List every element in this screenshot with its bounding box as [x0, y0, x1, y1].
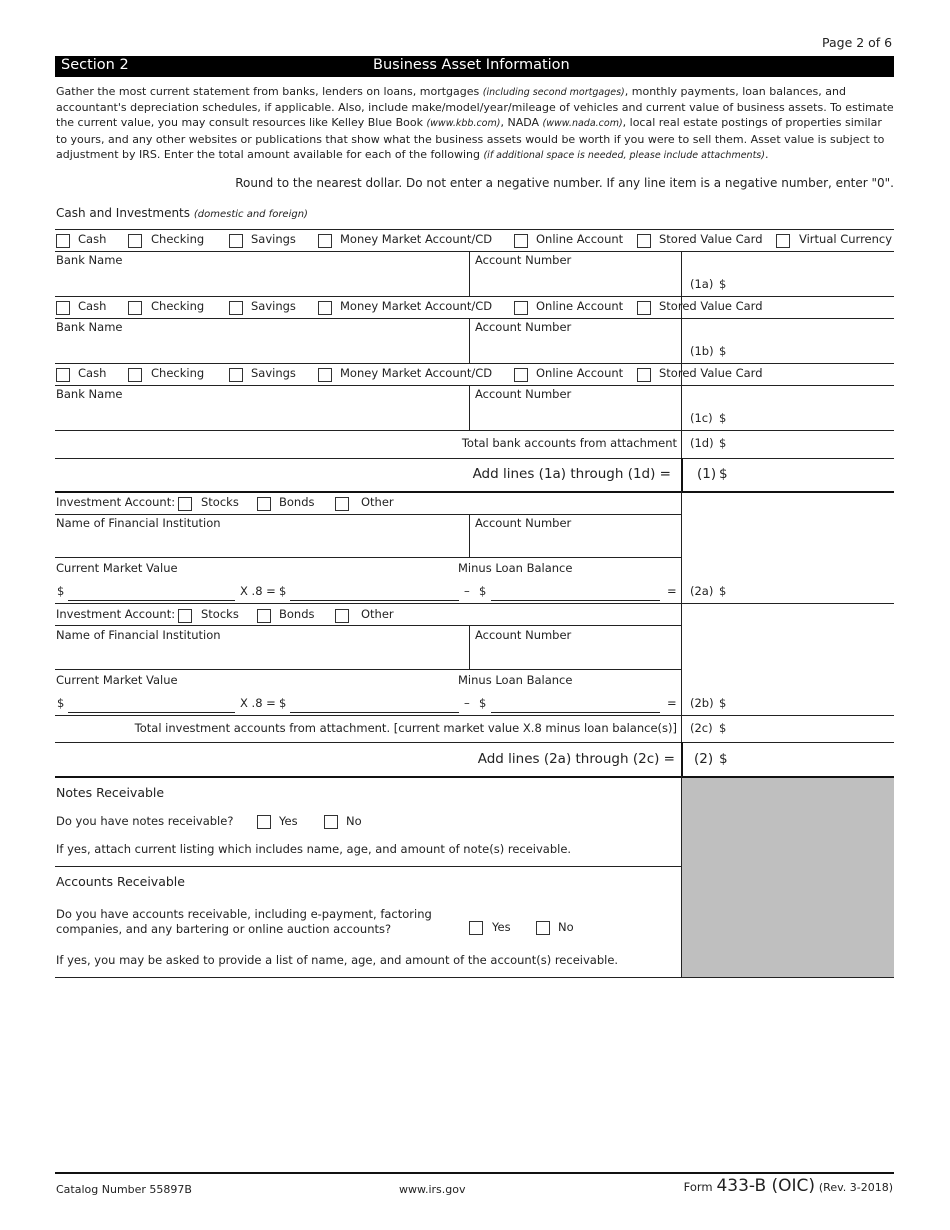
- account-number-label-3: Account Number: [475, 387, 572, 401]
- checkbox-savings-3[interactable]: [229, 368, 243, 382]
- line-1a-label: (1a): [690, 277, 714, 291]
- label-accounts-no: No: [558, 920, 574, 934]
- bank-name-label-3: Bank Name: [56, 387, 123, 401]
- amount-1-input[interactable]: [733, 464, 891, 484]
- label-virtual-currency: Virtual Currency: [799, 232, 893, 246]
- form-word: Form: [683, 1180, 713, 1194]
- cash-heading: [56, 206, 308, 220]
- label-checking: Checking: [151, 299, 205, 313]
- bank-name-input-1[interactable]: [58, 270, 463, 290]
- dollar-1c: $: [719, 411, 727, 425]
- section-header-bar: [55, 56, 894, 77]
- equals-sign-2: =: [667, 696, 677, 710]
- intro-paragraph: [56, 84, 896, 163]
- institution-input-1[interactable]: [58, 533, 463, 553]
- adjusted-value-input-1[interactable]: [290, 584, 459, 601]
- accounts-receivable-question-1: Do you have accounts receivable, including e-payment, factoring: [56, 907, 432, 921]
- checkbox-savings-1[interactable]: [229, 234, 243, 248]
- label-other: Other: [361, 495, 394, 509]
- dollar-1a: $: [719, 277, 727, 291]
- checkbox-money-market-2[interactable]: [318, 301, 332, 315]
- checkbox-checking-3[interactable]: [128, 368, 142, 382]
- account-number-input-3[interactable]: [476, 404, 676, 424]
- amount-2-input[interactable]: [733, 749, 891, 769]
- checkbox-checking-2[interactable]: [128, 301, 142, 315]
- form-number: 433-B (OIC): [716, 1176, 816, 1196]
- dollar-market-1: $: [57, 584, 65, 598]
- line-1-label: (1): [697, 466, 717, 482]
- market-value-input-1[interactable]: [68, 584, 235, 601]
- investment-attachment-label: Total investment accounts from attachment. [current market value X.8 minus loan balance(s)]: [134, 721, 677, 735]
- checkbox-online-account-2[interactable]: [514, 301, 528, 315]
- sum-line-2-label: Add lines (2a) through (2c) =: [477, 751, 675, 767]
- amount-1b-input[interactable]: [732, 341, 890, 359]
- institution-label-1: Name of Financial Institution: [56, 516, 221, 530]
- label-stocks: Stocks: [201, 495, 239, 509]
- label-cash: Cash: [78, 366, 107, 380]
- market-value-label-1: Current Market Value: [56, 561, 178, 575]
- label-notes-yes: Yes: [279, 814, 298, 828]
- amount-1c-input[interactable]: [732, 408, 890, 426]
- intro-italic-3: (www.nada.com): [542, 118, 623, 130]
- cash-heading-text: Cash and Investments: [56, 206, 191, 220]
- amount-2a-input[interactable]: [732, 582, 890, 600]
- accounts-receivable-heading: Accounts Receivable: [56, 874, 185, 889]
- checkbox-stocks-1[interactable]: [178, 497, 192, 511]
- account-number-input-2[interactable]: [476, 337, 676, 357]
- times-factor-1: X .8 =: [240, 584, 276, 598]
- dollar-2b: $: [719, 696, 727, 710]
- checkbox-other-1[interactable]: [335, 497, 349, 511]
- checkbox-online-account-3[interactable]: [514, 368, 528, 382]
- dollar-factor-1: $: [279, 584, 287, 598]
- label-money-market: Money Market Account/CD: [340, 366, 493, 380]
- line-2b-label: (2b): [690, 696, 714, 710]
- dollar-market-2: $: [57, 696, 65, 710]
- bank-name-label-1: Bank Name: [56, 253, 123, 267]
- checkbox-accounts-yes[interactable]: [469, 921, 483, 935]
- intro-text-5: .: [764, 147, 769, 161]
- times-factor-2: X .8 =: [240, 696, 276, 710]
- checkbox-money-market-1[interactable]: [318, 234, 332, 248]
- section-number: Section 2: [61, 57, 129, 73]
- amount-1a-input[interactable]: [732, 274, 890, 292]
- dollar-1: $: [719, 466, 728, 482]
- line-2a-label: (2a): [690, 584, 714, 598]
- dollar-1b: $: [719, 344, 727, 358]
- dollar-loan-2: $: [479, 696, 487, 710]
- catalog-number: Catalog Number 55897B: [56, 1183, 192, 1196]
- checkbox-other-2[interactable]: [335, 609, 349, 623]
- line-1c-label: (1c): [690, 411, 713, 425]
- loan-balance-input-2[interactable]: [491, 696, 660, 713]
- account-number-label-2: Account Number: [475, 320, 572, 334]
- account-number-label-1: Account Number: [475, 253, 572, 267]
- intro-italic-2: (www.kbb.com): [426, 118, 501, 130]
- institution-label-2: Name of Financial Institution: [56, 628, 221, 642]
- minus-sign-2: –: [464, 696, 470, 710]
- bank-attachment-label: Total bank accounts from attachment: [461, 436, 677, 450]
- label-stored-value-card: Stored Value Card: [659, 232, 763, 246]
- label-bonds: Bonds: [279, 607, 315, 621]
- minus-loan-label-2: Minus Loan Balance: [458, 673, 573, 687]
- label-notes-no: No: [346, 814, 362, 828]
- intro-text-2: , monthly payments, loan balances, and accountant's depreciation schedules, if applicable. Also, include make/model/year/mileage of vehicles and current value of business assets. To estimate the current value, you may consult resources like Kelley Blue Book: [56, 85, 894, 130]
- label-checking: Checking: [151, 366, 205, 380]
- institution-input-2[interactable]: [58, 645, 463, 665]
- checkbox-savings-2[interactable]: [229, 301, 243, 315]
- checkbox-accounts-no[interactable]: [536, 921, 550, 935]
- bank-name-input-2[interactable]: [58, 337, 463, 357]
- market-value-label-2: Current Market Value: [56, 673, 178, 687]
- checkbox-stored-value-card-1[interactable]: [637, 234, 651, 248]
- equals-sign-1: =: [667, 584, 677, 598]
- checkbox-checking-1[interactable]: [128, 234, 142, 248]
- checkbox-online-account-1[interactable]: [514, 234, 528, 248]
- label-stored-value-card: Stored Value Card: [659, 366, 763, 380]
- sum-line-1-label: Add lines (1a) through (1d) =: [472, 466, 671, 482]
- intro-text-4: , local real estate postings of properties similar to yours, and any other websites or publications that show what the business assets would be worth if you were to sell them. Asset value is subject to adjustment by IRS. Enter the total amount available for each of the following: [56, 116, 885, 161]
- investment-account-label-1: Investment Account:: [56, 495, 176, 509]
- notes-receivable-instruction: If yes, attach current listing which includes name, age, and amount of note(s) receivable.: [56, 842, 572, 856]
- cash-heading-note: (domestic and foreign): [193, 209, 308, 220]
- bank-name-input-3[interactable]: [58, 404, 463, 424]
- checkbox-cash-1[interactable]: [56, 234, 70, 248]
- checkbox-bonds-1[interactable]: [257, 497, 271, 511]
- amount-2c-input[interactable]: [732, 719, 890, 737]
- investment-account-label-2: Investment Account:: [56, 607, 176, 621]
- page-number: Page 2 of 6: [822, 35, 893, 50]
- investment-account-number-input-1[interactable]: [476, 533, 676, 553]
- dollar-2c: $: [719, 721, 727, 735]
- intro-text-1: Gather the most current statement from banks, lenders on loans, mortgages: [56, 85, 480, 98]
- label-online-account: Online Account: [536, 366, 624, 380]
- investment-account-number-label-1: Account Number: [475, 516, 572, 530]
- intro-italic-4: (if additional space is needed, please include attachments): [483, 149, 765, 161]
- line-2-label: (2): [694, 751, 714, 767]
- intro-italic-1: (including second mortgages): [482, 87, 625, 98]
- label-online-account: Online Account: [536, 299, 624, 313]
- label-accounts-yes: Yes: [492, 920, 511, 934]
- dollar-2: $: [719, 751, 728, 767]
- line-2c-label: (2c): [690, 721, 713, 735]
- dollar-factor-2: $: [279, 696, 287, 710]
- label-checking: Checking: [151, 232, 205, 246]
- irs-website: www.irs.gov: [399, 1183, 466, 1196]
- checkbox-cash-2[interactable]: [56, 301, 70, 315]
- dollar-2a: $: [719, 584, 727, 598]
- checkbox-bonds-2[interactable]: [257, 609, 271, 623]
- dollar-1d: $: [719, 436, 727, 450]
- account-number-input-1[interactable]: [476, 270, 676, 290]
- label-online-account: Online Account: [536, 232, 624, 246]
- amount-2b-input[interactable]: [732, 694, 890, 712]
- checkbox-stored-value-card-2[interactable]: [637, 301, 651, 315]
- investment-account-number-input-2[interactable]: [476, 645, 676, 665]
- amount-1d-input[interactable]: [732, 434, 890, 452]
- form-revision: (Rev. 3-2018): [818, 1181, 893, 1194]
- checkbox-stored-value-card-3[interactable]: [637, 368, 651, 382]
- label-other: Other: [361, 607, 394, 621]
- market-value-input-2[interactable]: [68, 696, 235, 713]
- minus-sign-1: –: [464, 584, 470, 598]
- label-cash: Cash: [78, 232, 107, 246]
- line-1b-label: (1b): [690, 344, 714, 358]
- adjusted-value-input-2[interactable]: [290, 696, 459, 713]
- dollar-loan-1: $: [479, 584, 487, 598]
- checkbox-notes-yes[interactable]: [257, 815, 271, 829]
- label-bonds: Bonds: [279, 495, 315, 509]
- minus-loan-label-1: Minus Loan Balance: [458, 561, 573, 575]
- accounts-receivable-instruction: If yes, you may be asked to provide a list of name, age, and amount of the account(s) receivable.: [56, 953, 619, 967]
- label-stocks: Stocks: [201, 607, 239, 621]
- checkbox-money-market-3[interactable]: [318, 368, 332, 382]
- checkbox-virtual-currency[interactable]: [776, 234, 790, 248]
- loan-balance-input-1[interactable]: [491, 584, 660, 601]
- section-title: Business Asset Information: [373, 57, 570, 73]
- label-cash: Cash: [78, 299, 107, 313]
- label-savings: Savings: [251, 366, 296, 380]
- form-identifier: [684, 1176, 893, 1196]
- notes-receivable-heading: Notes Receivable: [56, 785, 165, 800]
- shaded-area: [682, 778, 894, 977]
- label-savings: Savings: [251, 232, 296, 246]
- notes-receivable-question: Do you have notes receivable?: [56, 814, 234, 828]
- bank-name-label-2: Bank Name: [56, 320, 123, 334]
- label-stored-value-card: Stored Value Card: [659, 299, 763, 313]
- checkbox-cash-3[interactable]: [56, 368, 70, 382]
- rounding-note: Round to the nearest dollar. Do not enter a negative number. If any line item is a negative number, enter "0".: [235, 176, 894, 190]
- intro-text-3: , NADA: [500, 116, 543, 130]
- label-money-market: Money Market Account/CD: [340, 232, 493, 246]
- line-1d-label: (1d): [690, 436, 714, 450]
- checkbox-notes-no[interactable]: [324, 815, 338, 829]
- label-savings: Savings: [251, 299, 296, 313]
- label-money-market: Money Market Account/CD: [340, 299, 493, 313]
- investment-account-number-label-2: Account Number: [475, 628, 572, 642]
- accounts-receivable-question-2: companies, and any bartering or online auction accounts?: [56, 922, 392, 936]
- checkbox-stocks-2[interactable]: [178, 609, 192, 623]
